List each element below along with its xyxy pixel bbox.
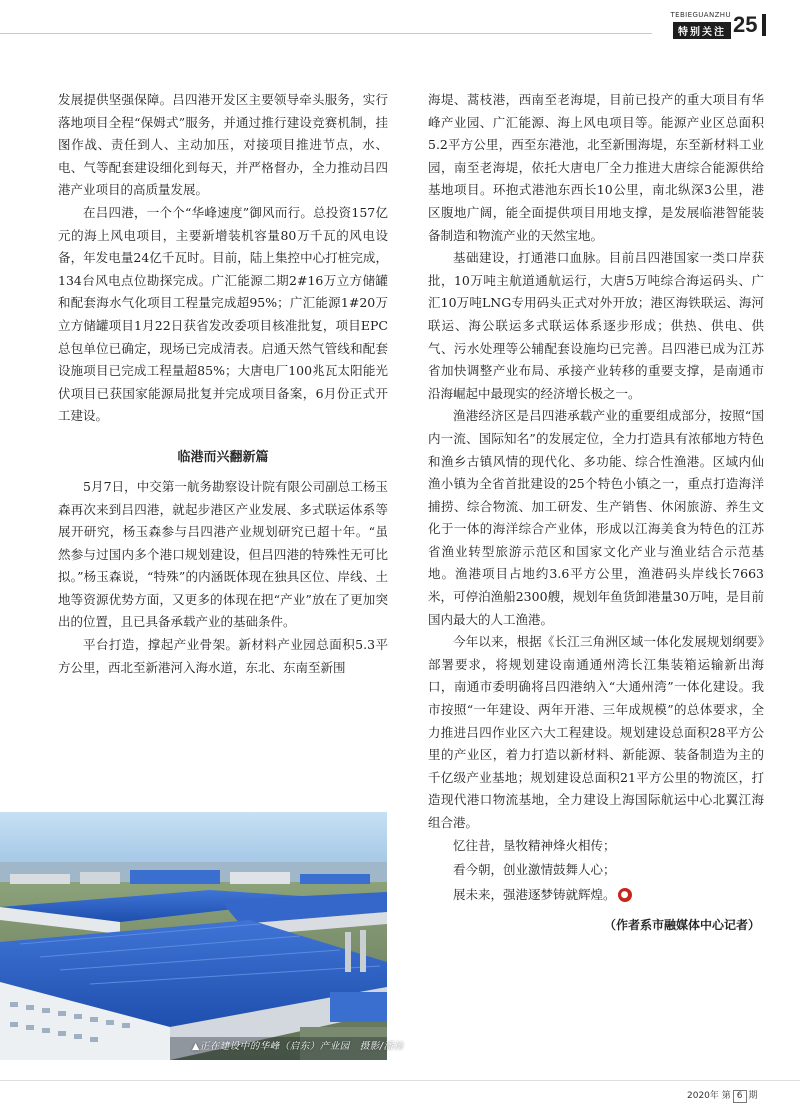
- right-paragraph-2: 基础建设，打通港口血脉。目前吕四港国家一类口岸获批，10万吨主航道通航运行，大唐5万吨综合海运码头、广汇10万吨LNG专用码头正式对外开放；港区海铁联运、海河联运、海公联运多式联运体系逐步形成；供热、供电、供气、污水处理等公辅配套设施均已完善。吕四港已成为江苏省加快调整产业布局、承接产业转移的重要支撑，是南通市沿海崛起中最现实的经济增长极之一。: [428, 250, 764, 401]
- right-column: [428, 89, 764, 937]
- photo-caption: ▲正在建设中的华峰（启东）产业园 摄影/潘扬: [192, 1041, 404, 1052]
- section-title-cn: 特别关注: [673, 22, 731, 39]
- left-paragraph-4: 平台打造，撑起产业骨架。新材料产业园总面积5.3平方公里，西北至新港河入海水道，东北、东南至新围: [58, 637, 388, 675]
- section-heading: 临港而兴翻新篇: [177, 449, 269, 465]
- right-paragraph-1: 海堤、蒿枝港，西南至老海堤，目前已投产的重大项目有华峰产业园、广汇能源、海上风电项目等。能源产业区总面积5.2平方公里，西至东港池，北至新围海堤，东至新材料工业园，南至老海堤，依托大唐电厂全力推进大唐综合能源供给基地项目。环抱式港池东西长10公里，南北纵深3公里，港区腹地广阔，能全面提供项目用地支撑，是发展临港智能装备制造和物流产业的天然宝地。: [428, 92, 764, 243]
- end-mark-icon: ●: [618, 888, 632, 902]
- issue-info: [687, 1088, 758, 1103]
- industrial-park-photo: [0, 812, 387, 1060]
- poem-line-3: [428, 884, 764, 907]
- left-paragraph-1: 发展提供坚强保障。吕四港开发区主要领导牵头服务，实行落地项目全程“保姆式”服务，并通过推行建设竞赛机制，挂图作战、责任到人、主动加压，对接项目推进节点，水、电、气等配套建设细化到每天，并严格督办，全力推动吕四港产业项目的高质量发展。: [58, 92, 388, 198]
- left-paragraph-2: 在吕四港，一个个“华峰速度”御风而行。总投资157亿元的海上风电项目，主要新增装机容量80万千瓦的风电设备，年发电量24亿千瓦时。目前，陆上集控中心打桩完成，134台风电点位勘探完成。广汇能源二期2#16万立方储罐和配套海水气化项目工程量完成超95%；广汇能源1#20万立方储罐项目1月22日获省发改委项目核准批复，项目EPC总包单位已确定，现场已完成清表。启通天然气管线和配套设施项目已完成工程量超85%；大唐电厂100兆瓦太阳能光伏项目已获国家能源局批复并完成项目备案，6月份正式开工建设。: [58, 204, 388, 424]
- header-rule: [0, 33, 652, 34]
- issue-qi: 期: [748, 1091, 758, 1101]
- author-byline: （作者系市融媒体中心记者）: [603, 918, 760, 933]
- left-column: [58, 89, 388, 679]
- left-paragraph-3: 5月7日，中交第一航务勘察设计院有限公司副总工杨玉森再次来到吕四港，就起步港区产业发展、多式联运体系等展开研究，杨玉森参与吕四港产业规划研究已超十年。“虽然参与过国内多个港口规划建设，但吕四港的特殊性无可比拟。”杨玉森说，“特殊”的内涵既体现在独具区位、岸线、土地等资源优势方面，又更多的体现在把“产业”放在了更加突出的位置，且已具备承载产业的基础条件。: [58, 478, 388, 630]
- page-number: 25: [733, 12, 758, 37]
- issue-year: 2020年: [687, 1091, 719, 1101]
- footer-rule: [0, 1080, 800, 1081]
- section-title-en: TEBIEGUANZHU: [670, 11, 731, 19]
- issue-number: 6: [733, 1090, 747, 1103]
- poem-line-1: 忆往昔，垦牧精神烽火相传；: [453, 837, 616, 853]
- poem-line-3-text: 展未来，强港逐梦铸就辉煌。: [453, 886, 616, 902]
- poem-line-2: 看今朝，创业激情鼓舞人心；: [453, 862, 616, 878]
- section-tag: [655, 11, 731, 39]
- right-paragraph-3: 渔港经济区是吕四港承载产业的重要组成部分，按照“国内一流、国际知名”的发展定位，全力打造具有浓郁地方特色和渔乡古镇风情的现代化、多功能、综合性渔港。区域内仙渔小镇为全省首批建设的25个特色小镇之一，重点打造海洋捕捞、综合物流、加工研发、生产销售、休闲旅游、养生文化于一体的海洋综合产业体，形成以江海美食为特色的江苏省渔业转型旅游示范区和国家文化产业与渔业结合示范基地。渔港项目占地约3.6平方公里，渔港码头岸线长7663米，可停泊渔船2300艘，规划年鱼货卸港量30万吨，是目前国内最大的人工渔港。: [428, 408, 764, 627]
- header-bar: [762, 14, 766, 36]
- right-paragraph-4: 今年以来，根据《长江三角洲区域一体化发展规划纲要》部署要求，将规划建设南通通州湾长江集装箱运输新出海口，南通市委明确将吕四港纳入“大通州湾”一体化建设。我市按照“一年建设、两年开港、三年成规模”的总体要求，全力推进吕四作业区六大工程建设。规划建设总面积28平方公里的产业区，着力打造以新材料、新能源、装备制造为主的千亿级产业基地；规划建设总面积21平方公里的物流区，打造现代港口物流基地，全力建设上海国际航运中心北翼江海组合港。: [428, 634, 764, 830]
- issue-di: 第: [721, 1091, 731, 1101]
